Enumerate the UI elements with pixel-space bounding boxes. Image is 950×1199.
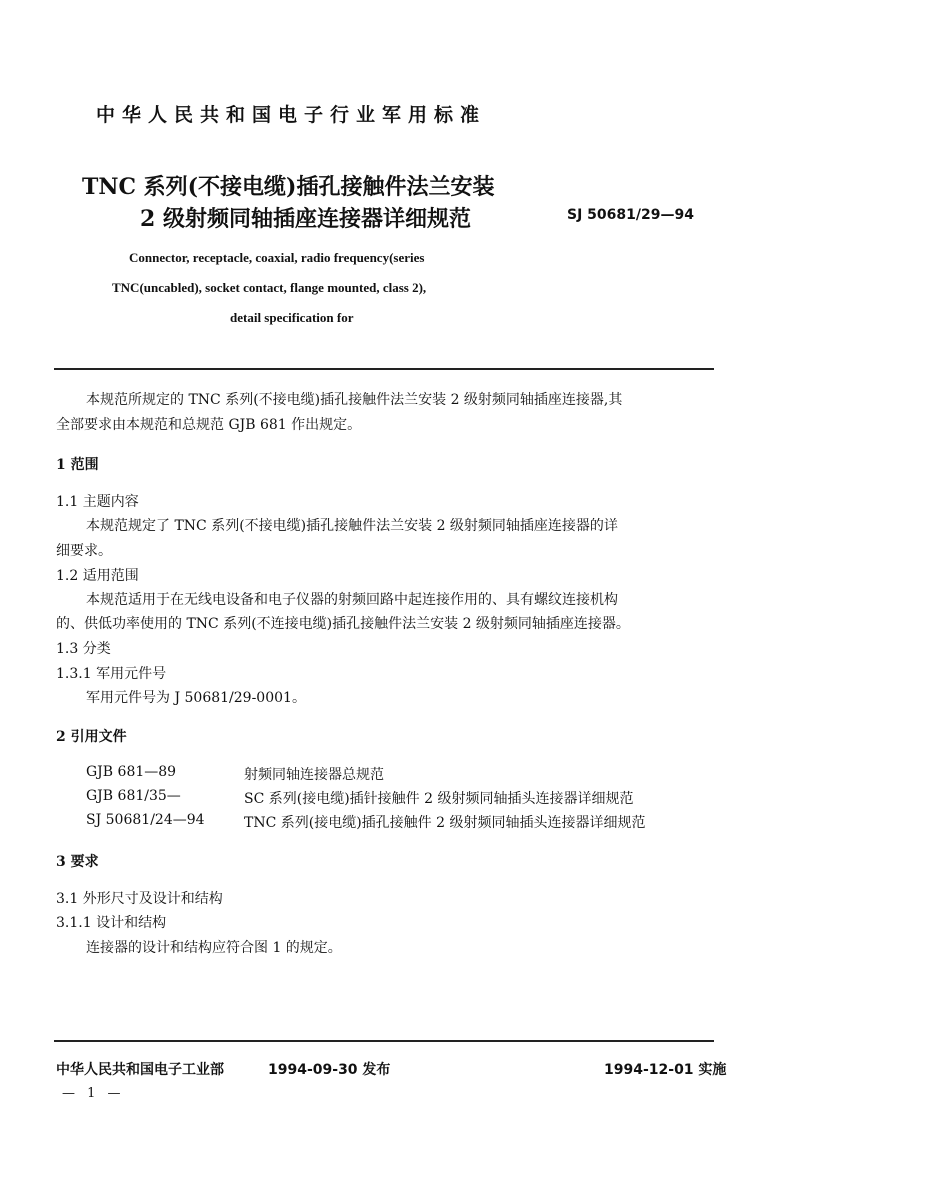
footer-issuer: 中华人民共和国电子工业部 [56, 1062, 224, 1078]
intro-line1: 本规范所规定的 TNC 系列(不接电缆)插孔接触件法兰安装 2 级射频同轴插座连接器,其 [86, 392, 623, 408]
section-1-3-heading: 1.3 分类 [56, 641, 111, 657]
footer-effective-date: 1994-12-01 实施 [604, 1062, 727, 1078]
section-3-1-1-line1: 连接器的设计和结构应符合图 1 的规定。 [86, 940, 342, 956]
title-en-line1: Connector, receptacle, coaxial, radio frequency(series [129, 250, 425, 265]
section-1-1-heading: 1.1 主题内容 [56, 494, 139, 510]
ref-code-1: GJB 681—89 [86, 764, 177, 780]
footer-issue-date: 1994-09-30 发布 [268, 1062, 391, 1078]
section-1-2-line1: 本规范适用于在无线电设备和电子仪器的射频回路中起连接作用的、具有螺纹连接机构 [86, 592, 618, 608]
ref-code-2: GJB 681/35— [86, 788, 181, 804]
title-divider [54, 368, 714, 370]
ref-title-1: 射频同轴连接器总规范 [244, 767, 384, 783]
section-1-1-line2: 细要求。 [56, 543, 112, 559]
title-zh-line2: 2 级射频同轴插座连接器详细规范 [140, 206, 471, 232]
title-en-line2: TNC(uncabled), socket contact, flange mounted, class 2), [112, 280, 427, 295]
section-3-1-1-heading: 3.1.1 设计和结构 [56, 915, 167, 931]
ref-title-2: SC 系列(接电缆)插针接触件 2 级射频同轴插头连接器详细规范 [244, 791, 634, 807]
issuer-header: 中华人民共和国电子行业军用标准 [96, 104, 487, 126]
section-1-3-1-heading: 1.3.1 军用元件号 [56, 666, 167, 682]
footer-divider [54, 1040, 714, 1042]
section-1-2-line2: 的、供低功率使用的 TNC 系列(不连接电缆)插孔接触件法兰安装 2 级射频同轴插座连接器。 [56, 616, 630, 632]
intro-line2: 全部要求由本规范和总规范 GJB 681 作出规定。 [56, 417, 362, 433]
section-3-heading: 3 要求 [56, 854, 99, 870]
section-1-2-heading: 1.2 适用范围 [56, 568, 139, 584]
section-1-1-line1: 本规范规定了 TNC 系列(不接电缆)插孔接触件法兰安装 2 级射频同轴插座连接器的详 [86, 518, 618, 534]
ref-title-3: TNC 系列(接电缆)插孔接触件 2 级射频同轴插头连接器详细规范 [244, 815, 646, 831]
section-1-3-1-line1: 军用元件号为 J 50681/29-0001。 [86, 690, 306, 706]
section-2-heading: 2 引用文件 [56, 729, 127, 745]
ref-code-3: SJ 50681/24—94 [86, 812, 205, 828]
section-1-heading: 1 范围 [56, 457, 99, 473]
standard-number: SJ 50681/29—94 [567, 207, 694, 223]
title-zh-line1: TNC 系列(不接电缆)插孔接触件法兰安装 [82, 174, 495, 200]
page-number: — 1 — [62, 1086, 125, 1101]
section-3-1-heading: 3.1 外形尺寸及设计和结构 [56, 891, 223, 907]
title-en-line3: detail specification for [230, 310, 354, 325]
